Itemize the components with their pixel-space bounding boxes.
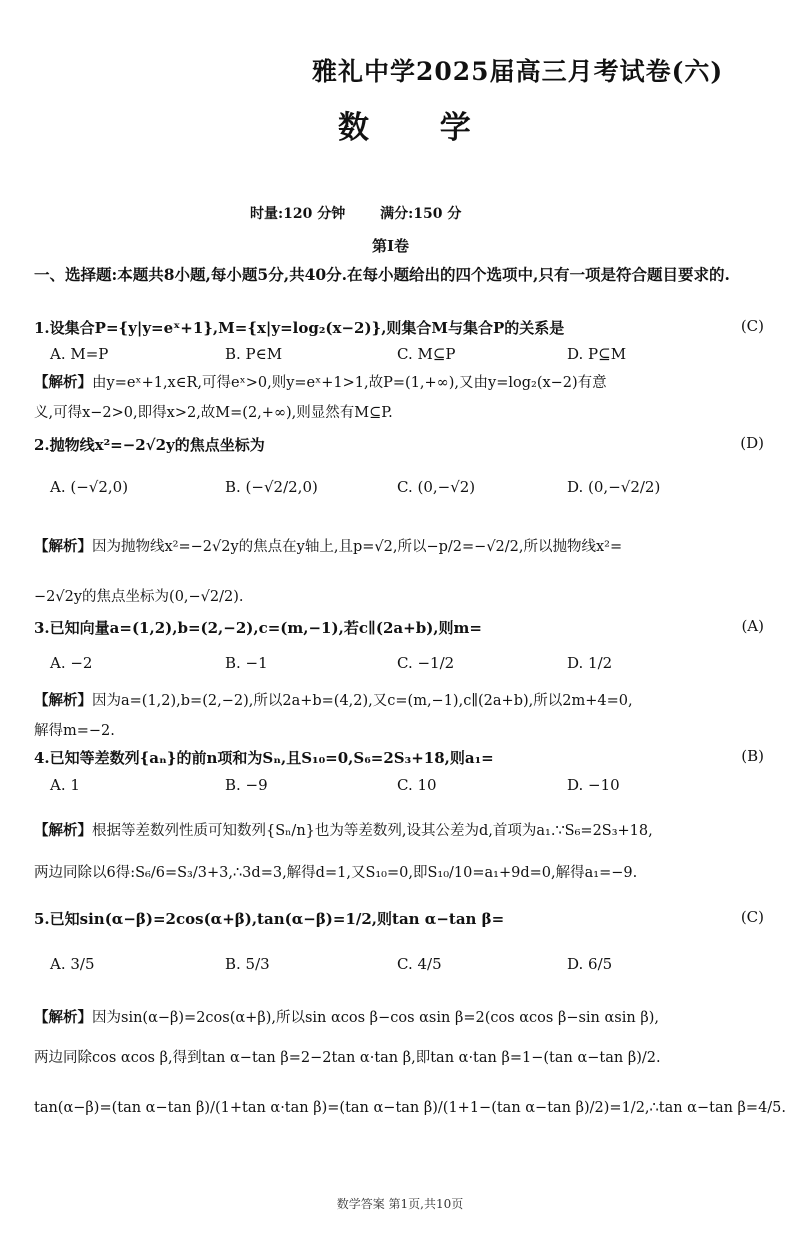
solution-line: tan(α−β)=(tan α−tan β)/(1+tan α·tan β)=(tan α−tan β)/(1+1−(tan α−tan β)/2)=1/2,∴tan α−tan β=4/5.	[34, 1100, 787, 1116]
option-b: B. P∈M	[225, 345, 283, 363]
option-d: D. P⊆M	[567, 345, 627, 363]
full-score: 满分:150 分	[380, 206, 462, 222]
option-a: A. −2	[50, 654, 93, 672]
solution-line: 因为a=(1,2),b=(2,−2),所以2a+b=(4,2),又c=(m,−1),c∥(2a+b),所以2m+4=0,	[92, 693, 633, 709]
solution-line: 解得m=−2.	[34, 723, 115, 739]
solution-tag: 【解析】	[34, 538, 92, 555]
option-a: A. (−√2,0)	[50, 478, 129, 496]
option-b: B. −1	[225, 654, 268, 672]
option-c: C. 4/5	[397, 955, 442, 973]
question-stem: 4.已知等差数列{aₙ}的前n项和为Sₙ,且S₁₀=0,S₆=2S₃+18,则a₁= (B)	[34, 747, 764, 767]
section-intro: 一、选择题:本题共8小题,每小题5分,共40分.在每小题给出的四个选项中,只有一项是符合题目要求的.	[34, 265, 730, 284]
question-stem: 2.抛物线x²=−2√2y的焦点坐标为 (D)	[34, 434, 764, 454]
school-title: 雅礼中学2025届高三月考试卷(六)	[312, 57, 724, 86]
answer-label: (C)	[740, 908, 764, 926]
option-c: C. 10	[397, 776, 437, 794]
option-d: D. 1/2	[567, 654, 613, 672]
answer-label: (B)	[741, 747, 764, 765]
answer-label: (D)	[740, 434, 764, 452]
solution-tag: 【解析】	[34, 1009, 92, 1026]
solution-tag: 【解析】	[34, 374, 92, 391]
option-b: B. (−√2/2,0)	[225, 478, 318, 496]
question-stem: 5.已知sin(α−β)=2cos(α+β),tan(α−β)=1/2,则tan α−tan β= (C)	[34, 908, 764, 928]
option-d: D. −10	[567, 776, 620, 794]
option-a: A. 1	[50, 776, 80, 794]
subject-title: 数 学	[338, 110, 501, 146]
solution-tag: 【解析】	[34, 692, 92, 709]
option-b: B. 5/3	[225, 955, 270, 973]
option-c: C. M⊆P	[397, 345, 456, 363]
exam-meta	[250, 203, 550, 223]
page-footer: 数学答案 第1页,共10页	[336, 1197, 464, 1211]
solution-line: 因为sin(α−β)=2cos(α+β),所以sin αcos β−cos αsin β=2(cos αcos β−sin αsin β),	[92, 1010, 659, 1026]
solution	[34, 810, 764, 894]
solution-line: 两边同除cos αcos β,得到tan α−tan β=2−2tan α·tan β,即tan α·tan β=1−(tan α−tan β)/2.	[34, 1050, 661, 1066]
time-limit: 时量:120 分钟	[250, 206, 346, 222]
option-c: C. −1/2	[397, 654, 455, 672]
solution-line: 由y=eˣ+1,x∈R,可得eˣ>0,则y=eˣ+1>1,故P=(1,+∞),又由y=log₂(x−2)有意	[92, 375, 607, 391]
solution	[34, 522, 764, 622]
answer-label: (C)	[740, 317, 764, 335]
option-d: D. 6/5	[567, 955, 613, 973]
solution	[34, 368, 764, 428]
solution-line: 义,可得x−2>0,即得x>2,故M=(2,+∞),则显然有M⊆P.	[34, 405, 393, 421]
solution	[34, 998, 787, 1128]
solution	[34, 686, 764, 746]
solution-line: 两边同除以6得:S₆/6=S₃/3+3,∴3d=3,解得d=1,又S₁₀=0,即S₁₀/10=a₁+9d=0,解得a₁=−9.	[34, 865, 638, 881]
volume-label: 第Ⅰ卷	[372, 237, 410, 255]
question-stem: 1.设集合P={y|y=eˣ+1},M={x|y=log₂(x−2)},则集合M与集合P的关系是 (C)	[34, 317, 764, 337]
option-c: C. (0,−√2)	[397, 478, 476, 496]
option-d: D. (0,−√2/2)	[567, 478, 661, 496]
solution-tag: 【解析】	[34, 822, 92, 839]
option-a: A. M=P	[50, 345, 109, 363]
question-stem: 3.已知向量a=(1,2),b=(2,−2),c=(m,−1),若c∥(2a+b),则m= (A)	[34, 617, 764, 637]
option-b: B. −9	[225, 776, 268, 794]
solution-line: 根据等差数列性质可知数列{Sₙ/n}也为等差数列,设其公差为d,首项为a₁.∵S₆=2S₃+18,	[92, 823, 653, 839]
option-a: A. 3/5	[50, 955, 95, 973]
solution-line: 因为抛物线x²=−2√2y的焦点在y轴上,且p=√2,所以−p/2=−√2/2,所以抛物线x²=	[92, 539, 623, 555]
answer-label: (A)	[741, 617, 764, 635]
solution-line: −2√2y的焦点坐标为(0,−√2/2).	[34, 589, 244, 605]
